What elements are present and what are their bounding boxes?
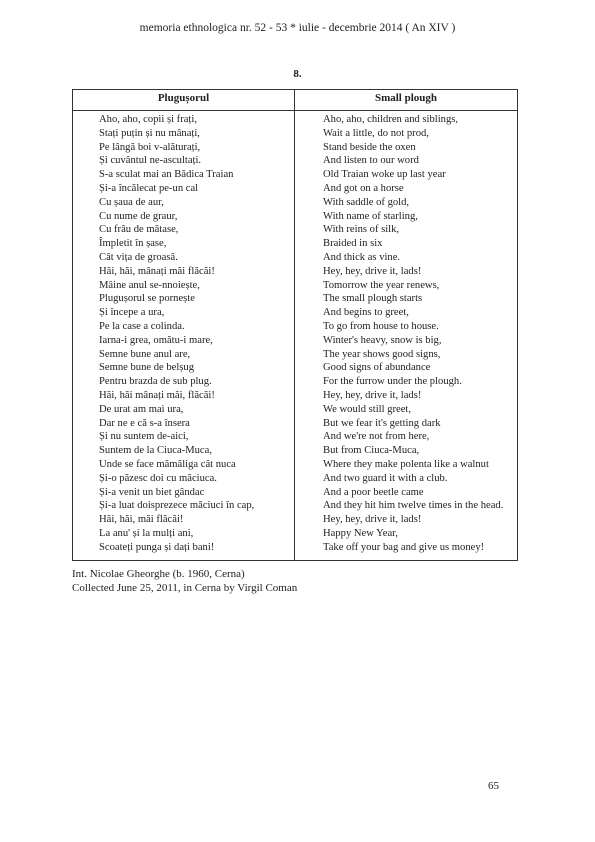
romanian-verse-line: Dar ne e că s-a însera <box>99 417 190 429</box>
english-verse-line: For the furrow under the plough. <box>323 376 462 388</box>
romanian-verse-line: Unde se face mămăliga cât nuca <box>99 458 236 470</box>
romanian-verse-line: Cât vița de groasă. <box>99 251 178 263</box>
english-verse-line: Hey, hey, drive it, lads! <box>323 514 422 526</box>
romanian-verse-line: Pentru brazda de sub plug. <box>99 376 212 388</box>
romanian-verse-line: Iarna-i grea, omătu-i mare, <box>99 334 213 346</box>
romanian-verse-line: Mâine anul se-nnoiește, <box>99 279 200 291</box>
romanian-verse-line: Cu nume de graur, <box>99 210 178 222</box>
romanian-verse-line: Scoateți punga și dați bani! <box>99 541 215 553</box>
english-verse-line: Take off your bag and give us money! <box>323 541 485 553</box>
informant-credit: Int. Nicolae Gheorghe (b. 1960, Cerna) <box>72 568 245 580</box>
english-verse-line: We would still greet, <box>323 403 411 415</box>
section-number: 8. <box>293 68 302 80</box>
english-verse-line: Wait a little, do not prod, <box>323 127 429 139</box>
english-verse-line: With saddle of gold, <box>323 196 410 208</box>
collection-credit: Collected June 25, 2011, in Cerna by Virgil Coman <box>72 582 298 594</box>
romanian-verse-line: Semne bune de belșug <box>99 362 195 374</box>
romanian-verse-line: Și cuvântul ne-ascultați. <box>99 155 202 167</box>
romanian-verse-line: Hăi, hăi, mânați măi flăcăi! <box>99 265 215 277</box>
romanian-verse-line: S-a sculat mai an Bădica Traian <box>99 169 234 181</box>
english-verse-line: Braided in six <box>323 238 383 250</box>
english-verse-line: Good signs of abundance <box>323 362 431 374</box>
romanian-verse-line: Și-a venit un biet gândac <box>99 486 205 498</box>
poem-table <box>72 89 518 561</box>
english-verse-line: And two guard it with a club. <box>323 472 448 484</box>
english-verse-line: And listen to our word <box>323 155 419 167</box>
english-verse-line: But from Ciuca-Muca, <box>323 445 420 457</box>
romanian-verse-line: La anu' și la mulți ani, <box>99 527 194 539</box>
english-verse-line: The small plough starts <box>323 293 423 305</box>
english-verse-line: The year shows good signs, <box>323 348 441 360</box>
header-divider <box>73 110 517 111</box>
english-verse-line: Where they make polenta like a walnut <box>323 458 489 470</box>
romanian-verse-line: Pe la case a colinda. <box>99 320 185 332</box>
romanian-verse-line: De urat am mai ura, <box>99 403 184 415</box>
page-number: 65 <box>488 780 499 792</box>
romanian-verse-line: Cu șaua de aur, <box>99 196 164 208</box>
romanian-verse-line: Aho, aho, copii și frați, <box>99 114 197 125</box>
romanian-verse-line: Suntem de la Ciuca-Muca, <box>99 445 212 457</box>
english-verse-line: With name of starling, <box>323 210 418 222</box>
english-verse-line: Stand beside the oxen <box>323 141 416 153</box>
english-verse-line: To go from house to house. <box>323 320 439 332</box>
romanian-verse-line: Și-a încălecat pe-un cal <box>99 182 199 194</box>
english-verse-line: Winter's heavy, snow is big, <box>323 334 442 346</box>
romanian-verse-line: Și nu suntem de-aici, <box>99 431 189 443</box>
romanian-verse-line: Și-a luat doisprezece măciuci în cap, <box>99 500 255 512</box>
running-header: memoria ethnologica nr. 52 - 53 * iulie - decembrie 2014 ( An XIV ) <box>139 22 456 34</box>
romanian-verse-line: Împletit în șase, <box>99 238 167 250</box>
english-verse-line: And begins to greet, <box>323 307 409 319</box>
romanian-verse-line: Și începe a ura, <box>99 307 165 319</box>
romanian-verse-line: Stați puțin și nu mânați, <box>99 127 200 139</box>
romanian-verse-line: Și-o păzesc doi cu măciuca. <box>99 472 217 484</box>
romanian-verse-list <box>99 113 254 555</box>
english-verse-line: Old Traian woke up last year <box>323 169 446 181</box>
column-divider <box>294 90 295 560</box>
english-verse-line: And a poor beetle came <box>323 486 424 498</box>
romanian-verse-line: Cu frâu de mătase, <box>99 224 179 236</box>
romanian-verse-line: Pe lângă boi v-alăturați, <box>99 141 201 153</box>
english-verse-line: Happy New Year, <box>323 527 398 539</box>
english-verse-line: And they hit him twelve times in the head. <box>323 500 504 512</box>
english-verse-line: Tomorrow the year renews, <box>323 279 440 291</box>
english-verse-line: With reins of silk, <box>323 224 400 236</box>
romanian-verse-line: Semne bune anul are, <box>99 348 191 360</box>
left-column-heading: Plugușorul <box>157 92 210 104</box>
english-verse-list <box>323 113 503 555</box>
romanian-verse-line: Hăi, hăi mânați măi, flăcăi! <box>99 389 215 401</box>
romanian-verse-line: Hăi, hăi, măi flăcăi! <box>99 514 184 526</box>
english-verse-line: And we're not from here, <box>323 431 430 443</box>
english-verse-line: And thick as vine. <box>323 251 401 263</box>
credits <box>72 567 297 595</box>
right-column-heading: Small plough <box>374 92 438 104</box>
romanian-verse-line: Plugușorul se pornește <box>99 293 195 305</box>
english-verse-line: Hey, hey, drive it, lads! <box>323 389 422 401</box>
english-verse-line: But we fear it's getting dark <box>323 417 441 429</box>
english-verse-line: Aho, aho, children and siblings, <box>323 114 459 125</box>
english-verse-line: Hey, hey, drive it, lads! <box>323 265 422 277</box>
english-verse-line: And got on a horse <box>323 182 404 194</box>
